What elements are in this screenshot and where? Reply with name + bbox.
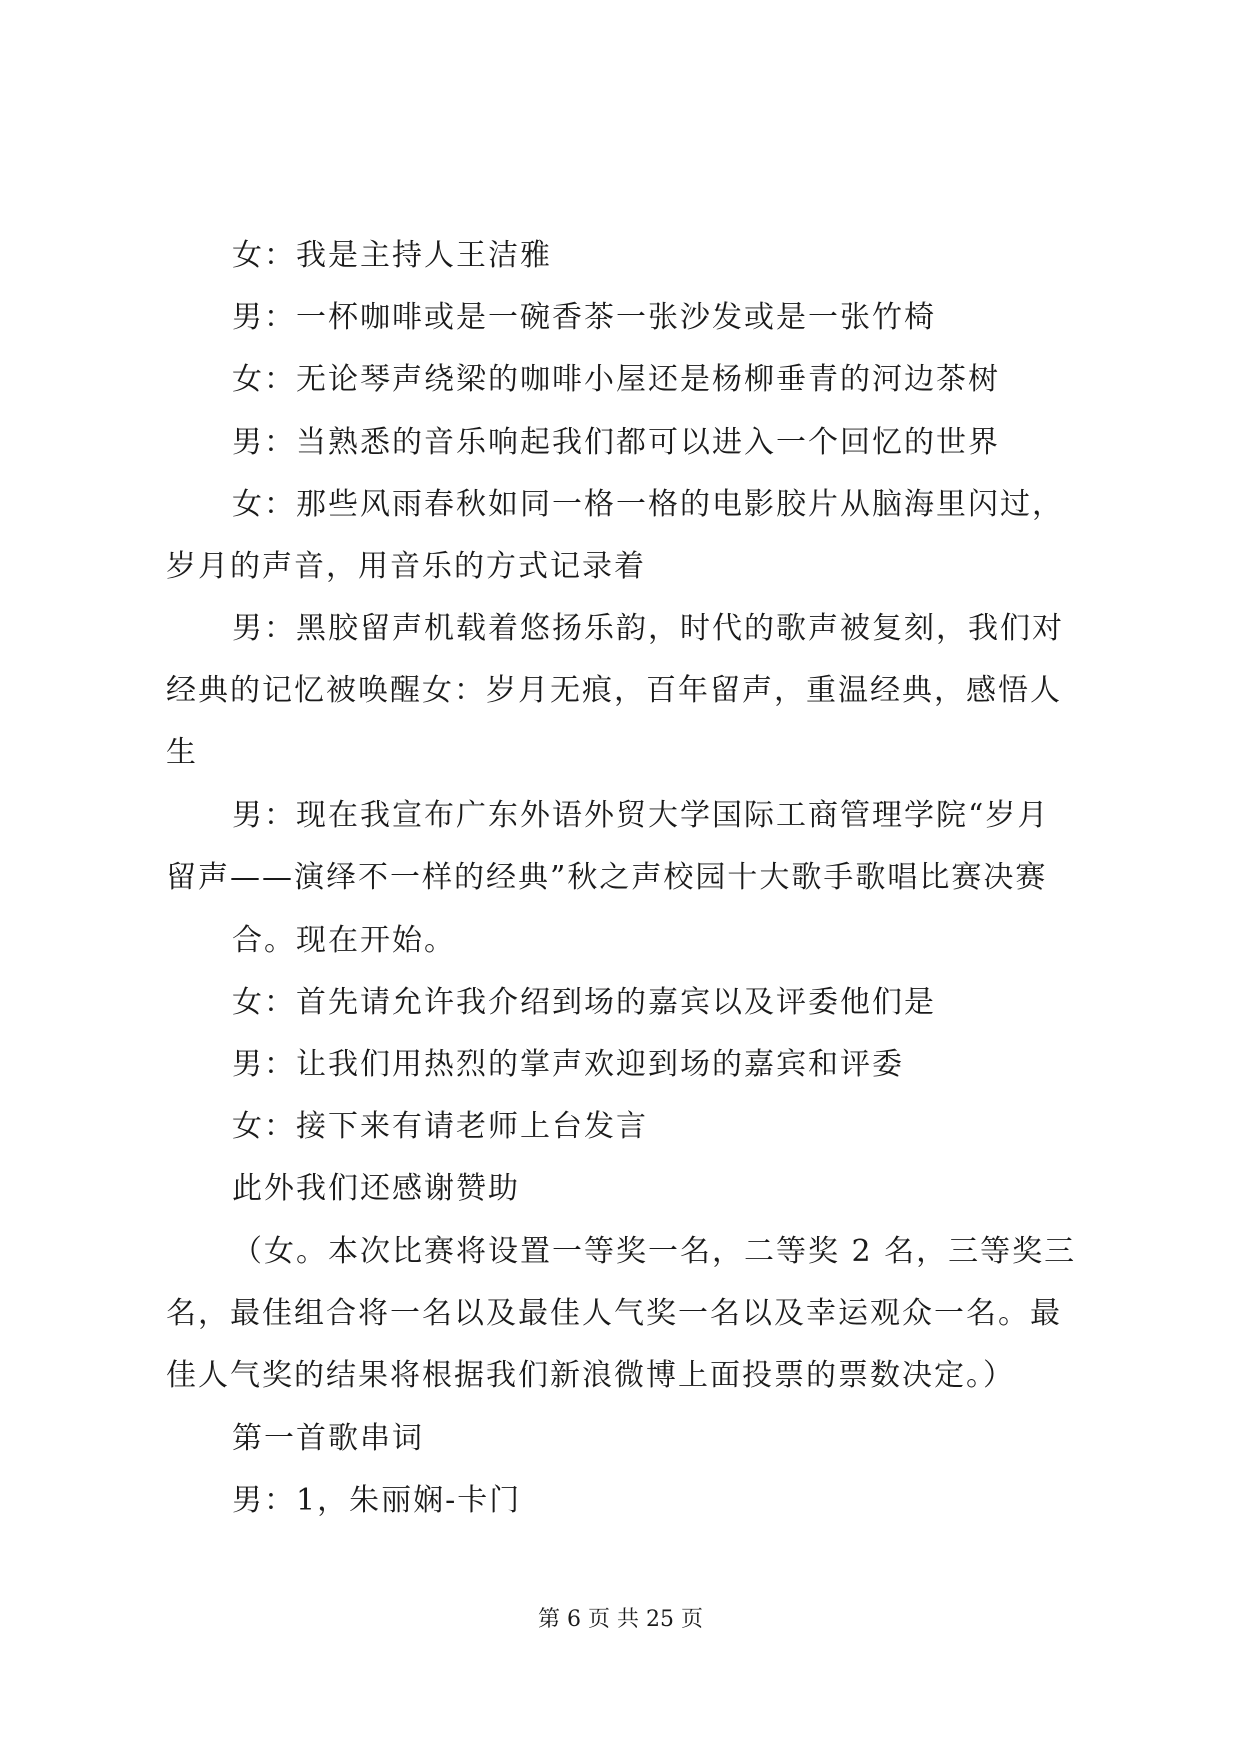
text-line: 男：黑胶留声机载着悠扬乐韵，时代的歌声被复刻，我们对	[232, 611, 1064, 646]
page-number-footer: 第 6 页 共 25 页	[538, 1607, 703, 1632]
text-line: 男：让我们用热烈的掌声欢迎到场的嘉宾和评委	[232, 1047, 904, 1082]
text-line: 经典的记忆被唤醒女：岁月无痕，百年留声，重温经典，感悟人	[166, 673, 1062, 708]
text-line: 女：那些风雨春秋如同一格一格的电影胶片从脑海里闪过，	[232, 487, 1064, 522]
text-line: 留声——演绎不一样的经典”秋之声校园十大歌手歌唱比赛决赛	[166, 860, 1048, 895]
text-line: 男：1，朱丽娴-卡门	[232, 1483, 522, 1518]
text-line: 女：接下来有请老师上台发言	[232, 1109, 648, 1144]
text-line: 第一首歌串词	[232, 1421, 424, 1456]
text-line: 岁月的声音，用音乐的方式记录着	[166, 549, 646, 584]
text-line: 男：一杯咖啡或是一碗香茶一张沙发或是一张竹椅	[232, 300, 936, 335]
text-line: 生	[166, 735, 198, 770]
text-line: 此外我们还感谢赞助	[232, 1171, 520, 1206]
text-line: 男：现在我宣布广东外语外贸大学国际工商管理学院“岁月	[232, 798, 1050, 833]
text-line: 女：无论琴声绕梁的咖啡小屋还是杨柳垂青的河边茶树	[232, 362, 1000, 397]
text-line: 佳人气奖的结果将根据我们新浪微博上面投票的票数决定。）	[166, 1358, 1015, 1393]
text-line: （女。本次比赛将设置一等奖一名，二等奖 2 名，三等奖三	[232, 1234, 1077, 1269]
text-line: 合。现在开始。	[232, 923, 456, 958]
text-line: 名，最佳组合将一名以及最佳人气奖一名以及幸运观众一名。最	[166, 1296, 1062, 1331]
text-line: 女：我是主持人王洁雅	[232, 238, 552, 273]
text-line: 女：首先请允许我介绍到场的嘉宾以及评委他们是	[232, 985, 936, 1020]
text-line: 男：当熟悉的音乐响起我们都可以进入一个回忆的世界	[232, 425, 1000, 460]
